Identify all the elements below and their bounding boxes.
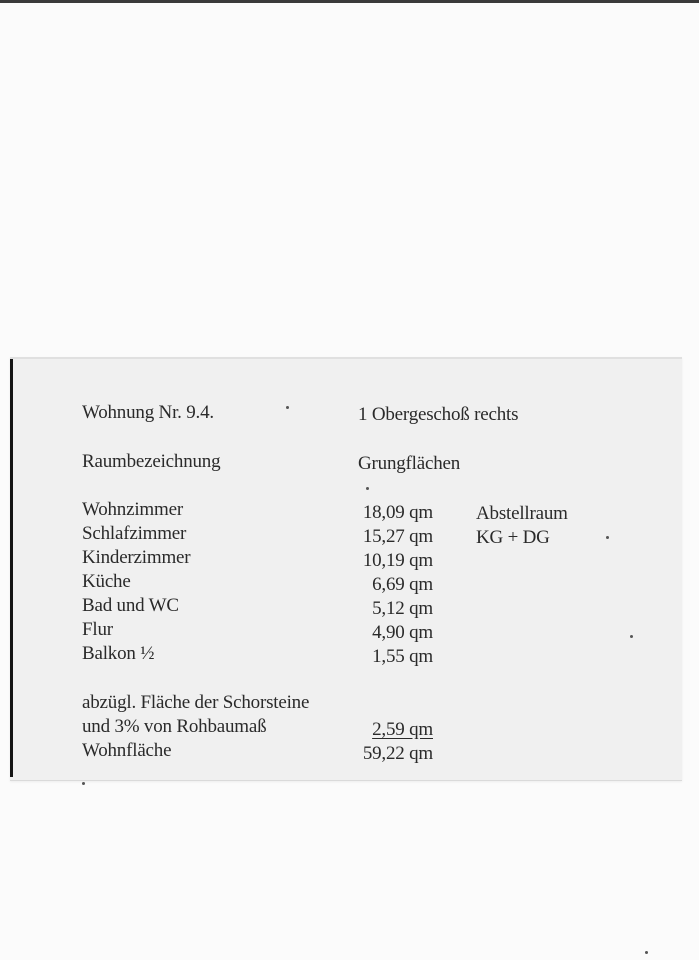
- room-area: 15,27 qm: [362, 526, 433, 547]
- deduction-line-2: und 3% von Rohbaumaß: [82, 716, 267, 737]
- room-area: 18,09 qm: [362, 502, 433, 523]
- deduction-value: 2,59 qm: [372, 719, 433, 740]
- room-name: Wohnzimmer: [82, 499, 183, 520]
- room-name: Küche: [82, 571, 131, 592]
- room-name: Flur: [82, 619, 113, 640]
- room-name: Bad und WC: [82, 595, 179, 616]
- scan-speck: [645, 951, 648, 954]
- room-area: 10,19 qm: [362, 550, 433, 571]
- left-margin-rule: [10, 359, 13, 777]
- area-column-heading: Grungflächen: [358, 453, 461, 474]
- deduction-line-1: abzügl. Fläche der Schorsteine: [82, 692, 310, 713]
- room-area: 5,12 qm: [372, 598, 433, 619]
- room-area: 1,55 qm: [372, 646, 433, 667]
- scan-speck: [606, 536, 609, 539]
- room-area: 6,69 qm: [372, 574, 433, 595]
- room-name: Balkon ½: [82, 643, 155, 664]
- scan-speck: [630, 635, 633, 638]
- apartment-number: Wohnung Nr. 9.4.: [82, 402, 214, 423]
- living-area-label: Wohnfläche: [82, 740, 172, 761]
- scan-speck: [82, 782, 85, 785]
- room-column-heading: Raumbezeichnung: [82, 451, 221, 472]
- floor-location: 1 Obergeschoß rechts: [358, 404, 519, 425]
- scan-speck: [366, 487, 369, 490]
- scan-top-edge: [0, 0, 699, 3]
- living-area-value: 59,22 qm: [362, 743, 433, 764]
- scan-speck: [286, 406, 289, 409]
- storage-label: Abstellraum: [476, 503, 568, 524]
- room-name: Schlafzimmer: [82, 523, 187, 544]
- storage-location: KG + DG: [476, 527, 550, 548]
- room-area: 4,90 qm: [372, 622, 433, 643]
- room-name: Kinderzimmer: [82, 547, 191, 568]
